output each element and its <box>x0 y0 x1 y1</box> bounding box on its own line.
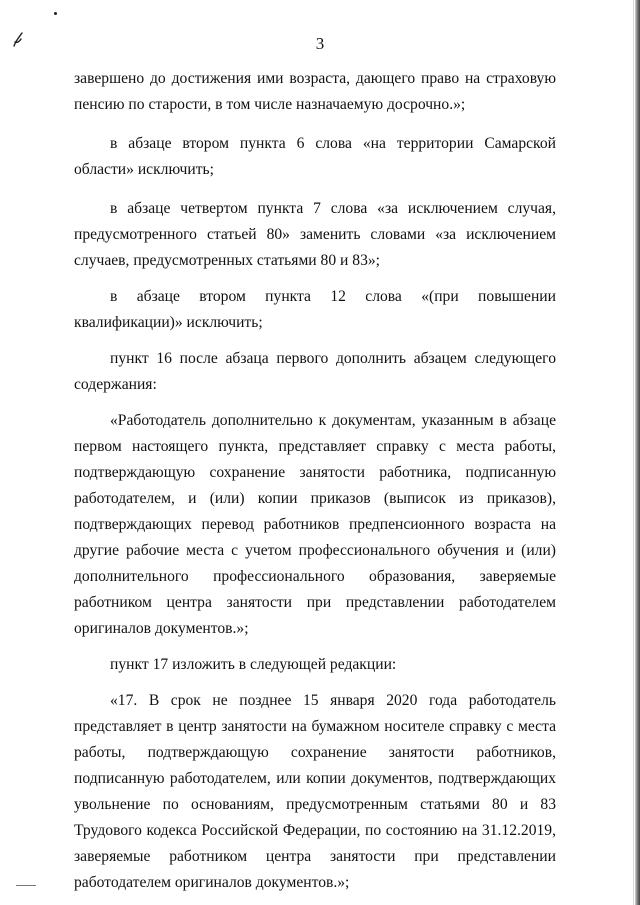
scan-speck-bottom <box>16 885 36 886</box>
paragraph-item-17: пункт 17 изложить в следующей редакции: <box>110 656 397 673</box>
scan-edge-shadow <box>635 0 640 905</box>
paragraph-continuation: завершено до достижения ими возраста, дающего право на страховую пенсию по старости, в том числе назначаемую досрочно.»; <box>74 70 556 113</box>
paragraph-item-16: пункт 16 после абзаца первого дополнить абзацем следующего содержания: <box>74 350 556 393</box>
paragraph-item-12: в абзаце втором пункта 12 слова «(при повышении квалификации)» исключить; <box>74 288 556 331</box>
scan-edge-line <box>633 0 634 905</box>
paragraph-item-6: в абзаце втором пункта 6 слова «на территории Самарской области» исключить; <box>74 135 556 178</box>
document-body <box>74 66 556 896</box>
paragraph-item-17-text: «17. В срок не позднее 15 января 2020 года работодатель представляет в центр занятости на бумажном носителе справку с места работы, подтверждающую сохранение занятости работников, подписанную работодателем, или копии документов, подтверждающих увольнение по основаниям, предусмотренным статьями 80 и 83 Трудового кодекса Российской Федерации, по состоянию на 31.12.2019, заверяемые работником центра занятости при представлении работодателем оригиналов документов.»; <box>74 692 556 891</box>
paragraph-item-7: в абзаце четвертом пункта 7 слова «за исключением случая, предусмотренного статьей 80» заменить словами «за исключением случаев, предусмотренных статьями 80 и 83»; <box>74 200 556 269</box>
paragraph-quoted-addition: «Работодатель дополнительно к документам, указанным в абзаце первом настоящего пункта, представляет справку с места работы, подтверждающую сохранение занятости работника, подписанную работодателем, и (или) копии приказов (выписок из приказов), подтверждающих перевод работников предпенсионного возраста на другие рабочие места с учетом профессионального обучения и (или) дополнительного профессионального образования, заверяемые работником центра занятости при представлении работодателем оригиналов документов.»; <box>74 412 556 637</box>
page-number: 3 <box>315 34 325 53</box>
scan-speck <box>54 12 57 15</box>
